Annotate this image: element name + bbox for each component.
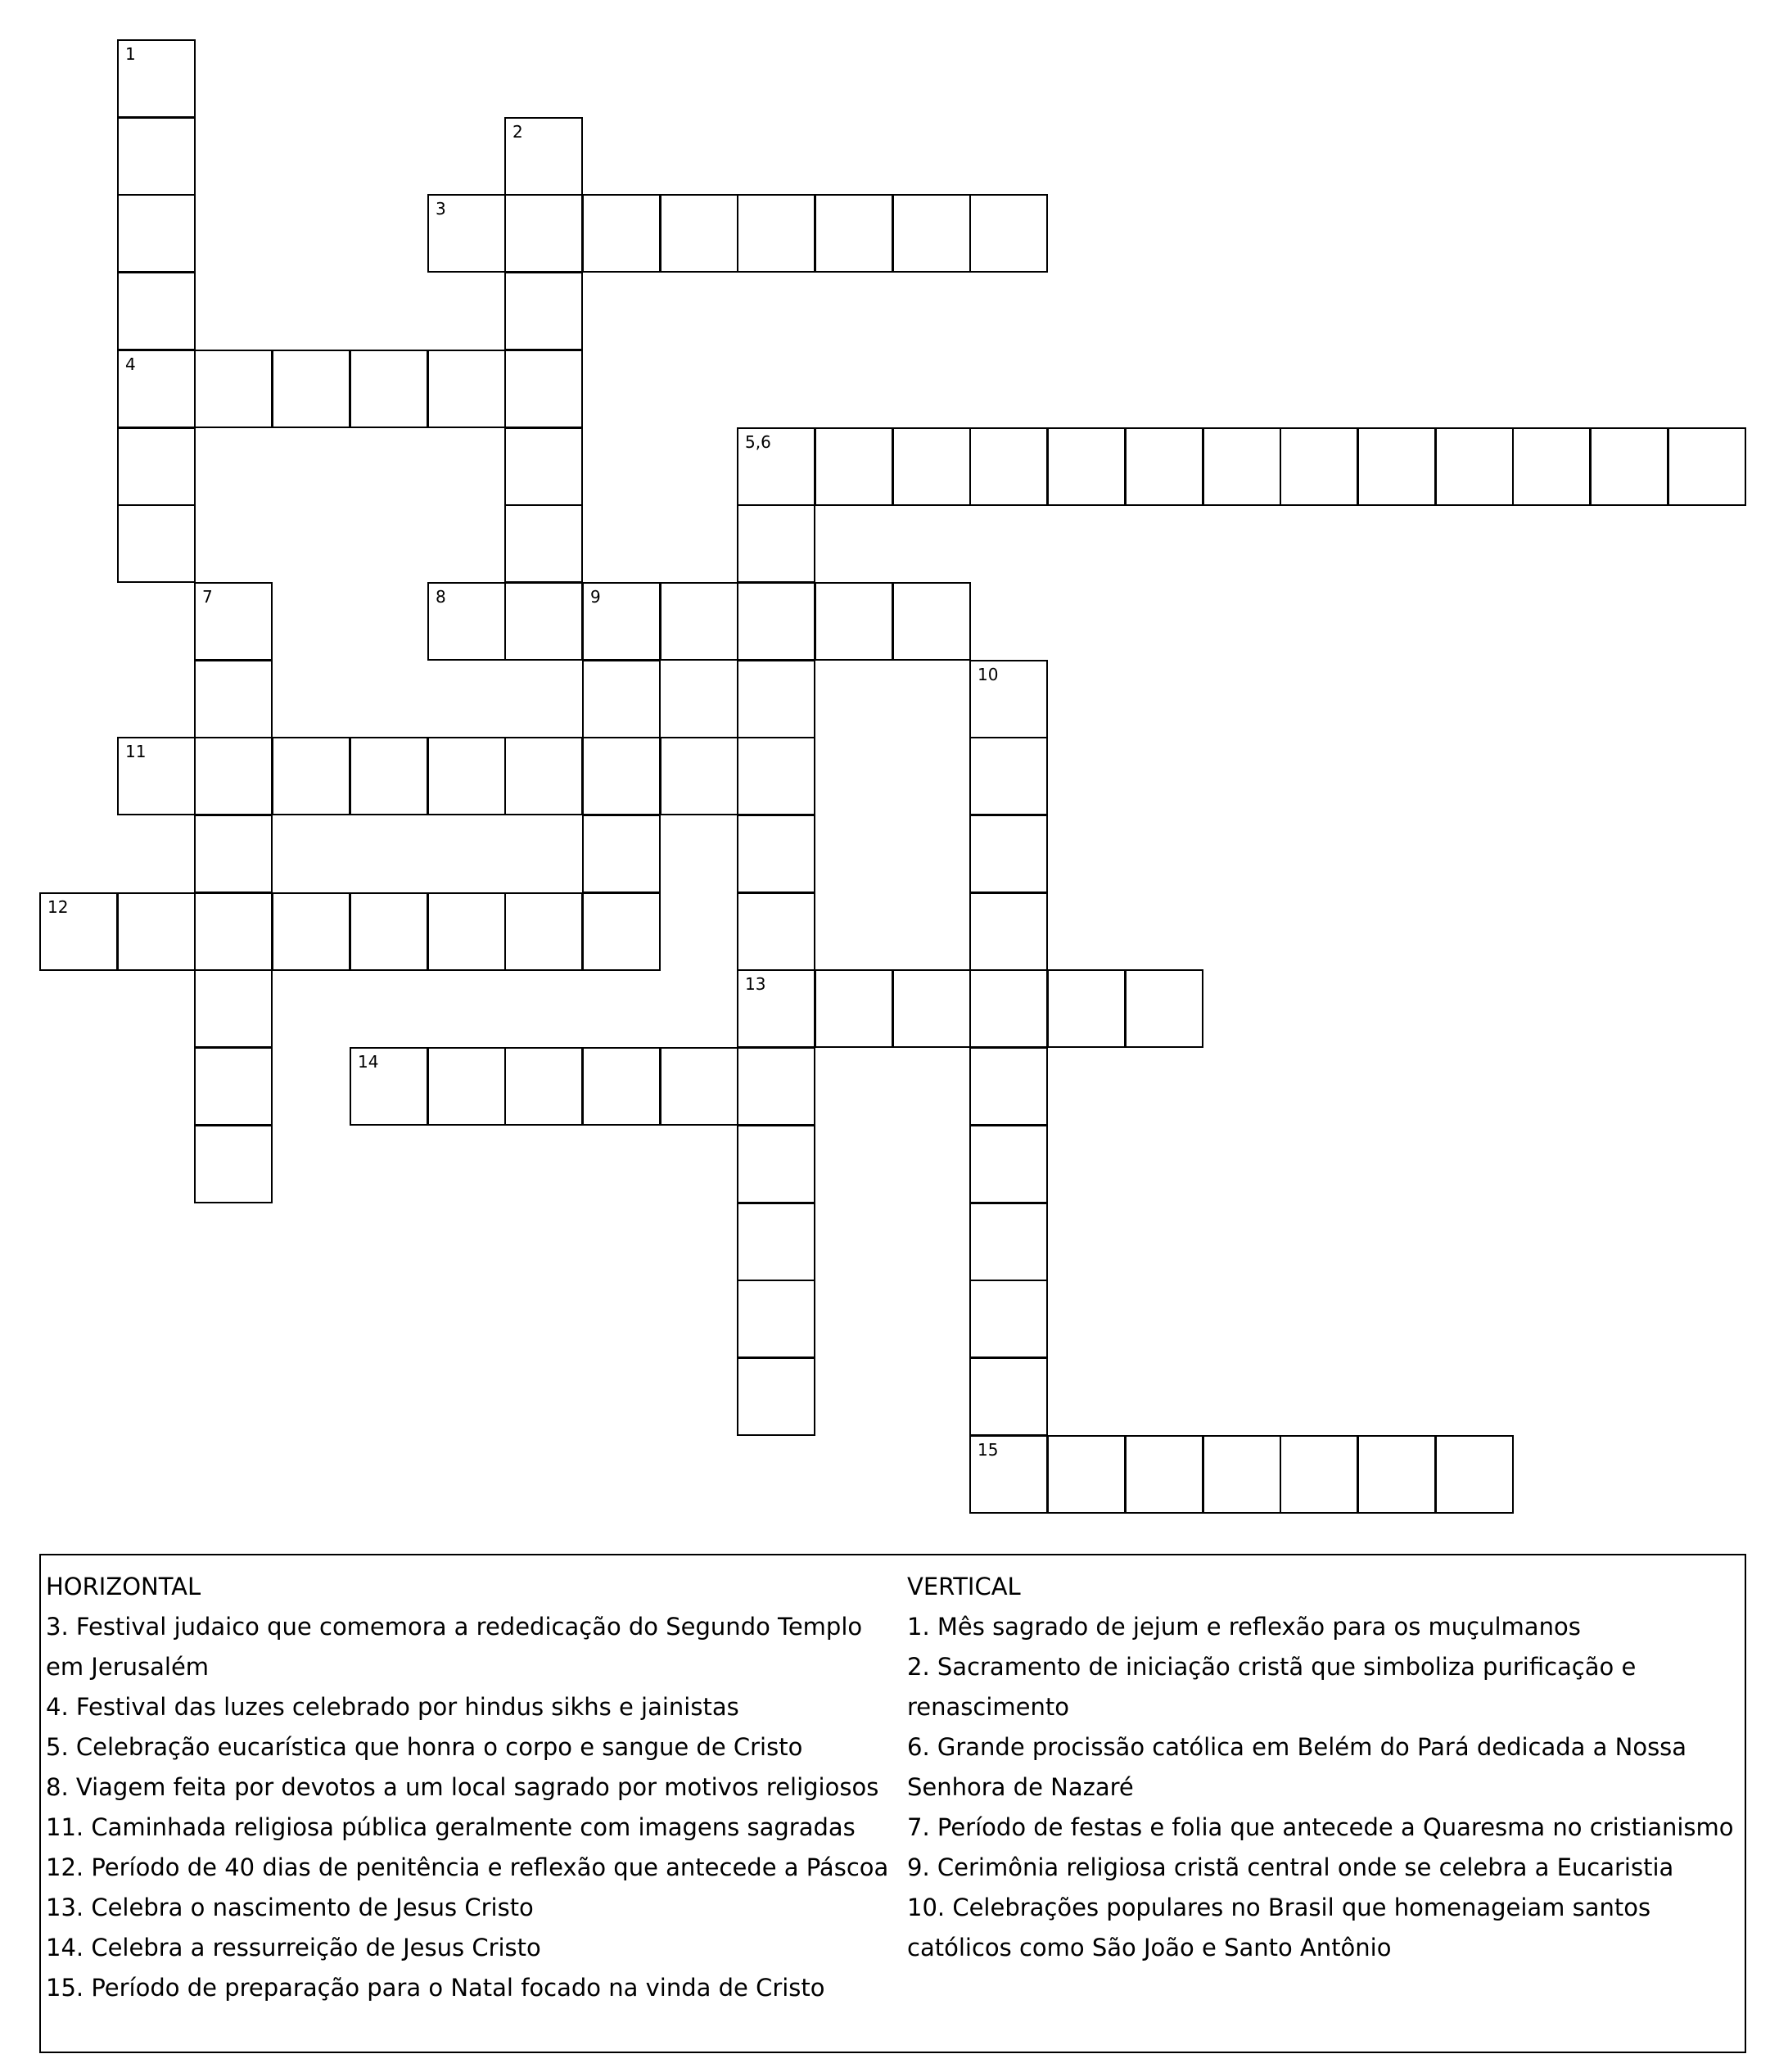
grid-cell[interactable]: [969, 1047, 1048, 1126]
grid-cell[interactable]: [969, 1203, 1048, 1281]
grid-cell[interactable]: [737, 504, 815, 583]
grid-cell[interactable]: [117, 117, 196, 196]
grid-cell[interactable]: [737, 892, 815, 971]
clue-number: 3: [436, 199, 446, 219]
grid-cell[interactable]: [194, 582, 273, 661]
grid-cell[interactable]: [1280, 427, 1358, 506]
horizontal-clues: [46, 1567, 889, 2008]
grid-cell[interactable]: [582, 737, 661, 815]
clue-number: 5,6: [745, 432, 771, 452]
grid-cell[interactable]: [194, 1125, 273, 1203]
grid-cell[interactable]: [969, 1125, 1048, 1203]
grid-cell[interactable]: [272, 892, 350, 971]
grid-cell[interactable]: [504, 737, 583, 815]
grid-cell[interactable]: [660, 194, 738, 273]
grid-cell[interactable]: [504, 504, 583, 583]
grid-cell[interactable]: [272, 350, 350, 428]
grid-cell[interactable]: [1125, 1435, 1203, 1514]
grid-cell[interactable]: [272, 737, 350, 815]
clue-h8: 8. Viagem feita por devotos a um local sagrado por motivos religiosos: [46, 1773, 879, 1801]
grid-cell[interactable]: [969, 660, 1048, 738]
grid-cell[interactable]: [1357, 427, 1436, 506]
grid-cell[interactable]: [1668, 427, 1746, 506]
grid-cell[interactable]: [737, 815, 815, 893]
clue-v1: 1. Mês sagrado de jejum e reflexão para os muçulmanos: [907, 1613, 1581, 1641]
grid-cell[interactable]: [969, 969, 1048, 1048]
grid-cell[interactable]: [815, 969, 893, 1048]
grid-cell[interactable]: [39, 892, 118, 971]
grid-cell[interactable]: [427, 194, 506, 273]
grid-cell[interactable]: [660, 582, 738, 661]
grid-cell[interactable]: [1280, 1435, 1358, 1514]
clues-box: [39, 1554, 1746, 2053]
clue-number: 9: [590, 587, 601, 607]
clue-number: 8: [436, 587, 446, 607]
grid-cell[interactable]: [582, 815, 661, 893]
grid-cell[interactable]: [737, 427, 815, 506]
clue-number: 2: [512, 122, 523, 142]
grid-cell[interactable]: [350, 892, 428, 971]
clue-h5: 5. Celebração eucarística que honra o corpo e sangue de Cristo: [46, 1733, 803, 1761]
grid-cell[interactable]: [582, 194, 661, 273]
grid-cell[interactable]: [504, 1047, 583, 1126]
grid-cell[interactable]: [737, 1125, 815, 1203]
grid-cell[interactable]: [504, 272, 583, 350]
grid-cell[interactable]: [737, 1280, 815, 1358]
clue-number: 4: [125, 354, 136, 374]
clue-number: 15: [978, 1440, 999, 1460]
grid-cell[interactable]: [737, 1357, 815, 1436]
grid-cell[interactable]: [504, 117, 583, 196]
grid-cell[interactable]: [350, 350, 428, 428]
grid-cell[interactable]: [504, 194, 583, 273]
clue-h14: 14. Celebra a ressurreição de Jesus Cristo: [46, 1934, 541, 1961]
clue-v7: 7. Período de festas e folia que antecede a Quaresma no cristianismo: [907, 1813, 1734, 1841]
grid-cell[interactable]: [350, 737, 428, 815]
grid-cell[interactable]: [1512, 427, 1591, 506]
clue-number: 13: [745, 974, 766, 994]
grid-cell[interactable]: [815, 194, 893, 273]
grid-cell[interactable]: [504, 892, 583, 971]
grid-cell[interactable]: [969, 737, 1048, 815]
grid-cell[interactable]: [660, 1047, 738, 1126]
grid-cell[interactable]: [660, 737, 738, 815]
vertical-clues: [907, 1567, 1742, 1968]
grid-cell[interactable]: [969, 194, 1048, 273]
grid-cell[interactable]: [117, 427, 196, 506]
grid-cell[interactable]: [892, 969, 971, 1048]
grid-cell[interactable]: [1435, 427, 1514, 506]
grid-cell[interactable]: [1203, 1435, 1281, 1514]
grid-cell[interactable]: [737, 969, 815, 1048]
clue-v2: 2. Sacramento de iniciação cristã que simboliza purificação e renascimento: [907, 1653, 1637, 1721]
grid-cell[interactable]: [582, 660, 661, 738]
clue-number: 12: [47, 897, 69, 917]
grid-cell[interactable]: [969, 1357, 1048, 1436]
grid-cell[interactable]: [737, 582, 815, 661]
grid-cell[interactable]: [117, 504, 196, 583]
grid-cell[interactable]: [117, 194, 196, 273]
grid-cell[interactable]: [1047, 1435, 1126, 1514]
grid-cell[interactable]: [117, 892, 196, 971]
grid-cell[interactable]: [194, 969, 273, 1048]
grid-cell[interactable]: [504, 427, 583, 506]
grid-cell[interactable]: [737, 1203, 815, 1281]
grid-cell[interactable]: [737, 194, 815, 273]
grid-cell[interactable]: [892, 427, 971, 506]
grid-cell[interactable]: [117, 272, 196, 350]
clue-h4: 4. Festival das luzes celebrado por hindus sikhs e jainistas: [46, 1693, 739, 1721]
grid-cell[interactable]: [969, 892, 1048, 971]
grid-cell[interactable]: [117, 39, 196, 118]
grid-cell[interactable]: [582, 892, 661, 971]
clue-h15: 15. Período de preparação para o Natal focado na vinda de Cristo: [46, 1974, 825, 2002]
grid-cell[interactable]: [117, 737, 196, 815]
grid-cell[interactable]: [737, 660, 815, 738]
horizontal-heading: HORIZONTAL: [46, 1573, 201, 1600]
clue-h3: 3. Festival judaico que comemora a rededicação do Segundo Templo em Jerusalém: [46, 1613, 863, 1681]
grid-cell[interactable]: [427, 1047, 506, 1126]
grid-cell[interactable]: [194, 1047, 273, 1126]
grid-cell[interactable]: [427, 737, 506, 815]
clue-number: 1: [125, 44, 136, 64]
grid-cell[interactable]: [117, 350, 196, 428]
grid-cell[interactable]: [582, 582, 661, 661]
clue-number: 11: [125, 742, 147, 761]
grid-cell[interactable]: [427, 892, 506, 971]
grid-cell[interactable]: [969, 427, 1048, 506]
grid-cell[interactable]: [350, 1047, 428, 1126]
grid-cell[interactable]: [892, 194, 971, 273]
grid-cell[interactable]: [969, 1435, 1048, 1514]
clue-number: 14: [358, 1052, 379, 1072]
grid-cell[interactable]: [504, 350, 583, 428]
grid-cell[interactable]: [504, 582, 583, 661]
grid-cell[interactable]: [737, 737, 815, 815]
clue-v6: 6. Grande procissão católica em Belém do Pará dedicada a Nossa Senhora de Nazaré: [907, 1733, 1687, 1801]
grid-cell[interactable]: [1590, 427, 1668, 506]
grid-cell[interactable]: [194, 815, 273, 893]
grid-cell[interactable]: [427, 582, 506, 661]
grid-cell[interactable]: [427, 350, 506, 428]
clue-h13: 13. Celebra o nascimento de Jesus Cristo: [46, 1894, 534, 1921]
clue-number: 10: [978, 665, 999, 684]
clue-v10: 10. Celebrações populares no Brasil que homenageiam santos católicos como São João e Santo Antônio: [907, 1894, 1651, 1961]
clue-h12: 12. Período de 40 dias de penitência e reflexão que antecede a Páscoa: [46, 1853, 889, 1881]
grid-cell[interactable]: [969, 1280, 1048, 1358]
grid-cell[interactable]: [1203, 427, 1281, 506]
clue-h11: 11. Caminhada religiosa pública geralmente com imagens sagradas: [46, 1813, 856, 1841]
grid-cell[interactable]: [1125, 427, 1203, 506]
grid-cell[interactable]: [1125, 969, 1203, 1048]
vertical-heading: VERTICAL: [907, 1573, 1021, 1600]
grid-cell[interactable]: [194, 660, 273, 738]
clue-v9: 9. Cerimônia religiosa cristã central onde se celebra a Eucaristia: [907, 1853, 1674, 1881]
grid-cell[interactable]: [194, 350, 273, 428]
grid-cell[interactable]: [1357, 1435, 1436, 1514]
grid-cell[interactable]: [194, 737, 273, 815]
grid-cell[interactable]: [1047, 427, 1126, 506]
grid-cell[interactable]: [969, 815, 1048, 893]
grid-cell[interactable]: [737, 1047, 815, 1126]
clue-number: 7: [202, 587, 213, 607]
grid-cell[interactable]: [582, 1047, 661, 1126]
grid-cell[interactable]: [1047, 969, 1126, 1048]
grid-cell[interactable]: [815, 582, 893, 661]
grid-cell[interactable]: [194, 892, 273, 971]
grid-cell[interactable]: [815, 427, 893, 506]
grid-cell[interactable]: [892, 582, 971, 661]
grid-cell[interactable]: [1435, 1435, 1514, 1514]
